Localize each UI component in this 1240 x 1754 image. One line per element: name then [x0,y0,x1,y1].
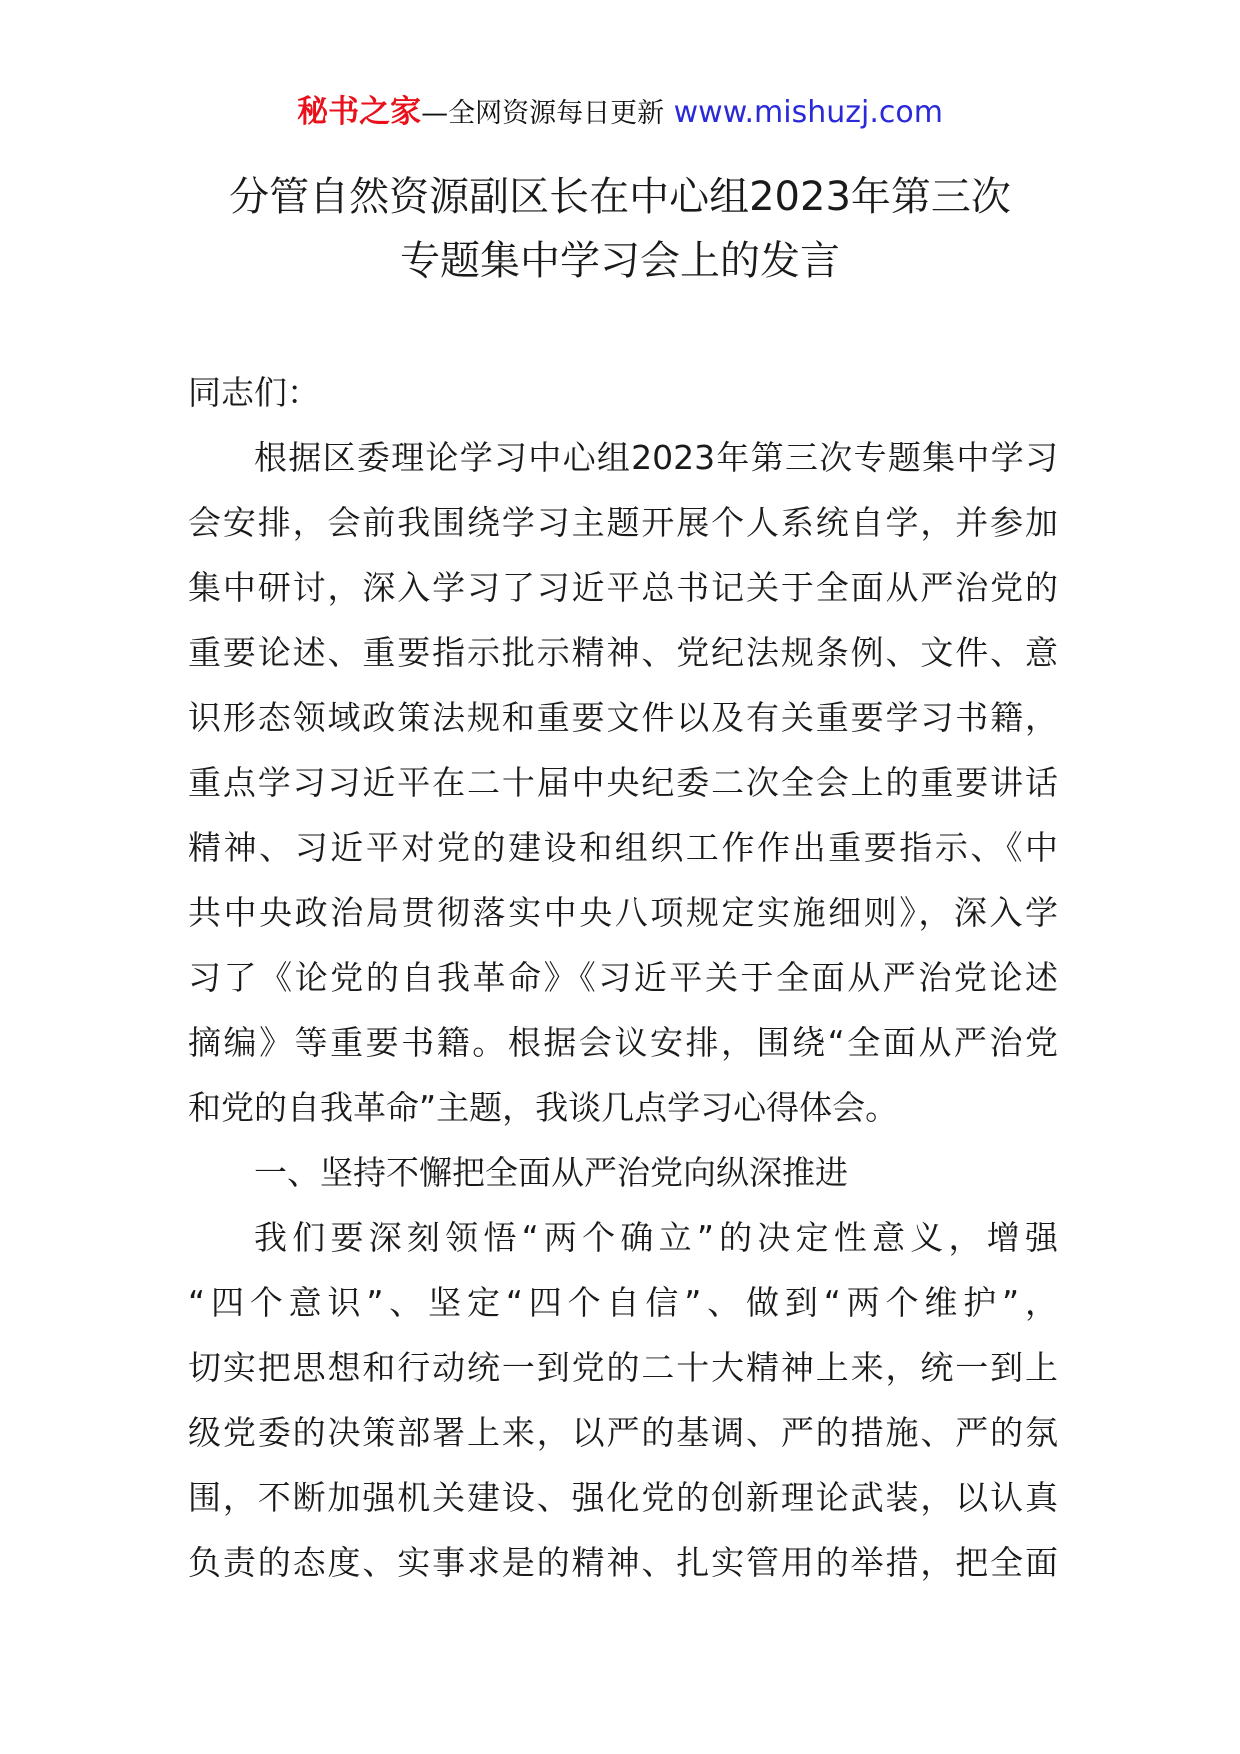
paragraph-line: 围，不断加强机关建设、强化党的创新理论武装，以认真 [188,1478,1058,1517]
paragraph-line: 精神、习近平对党的建设和组织工作作出重要指示、《中 [188,828,1058,867]
watermark-header [0,92,1240,134]
section-heading: 一、坚持不懈把全面从严治党向纵深推进 [254,1153,848,1192]
paragraph-line: 集中研讨，深入学习了习近平总书记关于全面从严治党的 [188,568,1058,607]
paragraph-line: 共中央政治局贯彻落实中央八项规定实施细则》，深入学 [188,893,1058,932]
paragraph-line: 摘编》等重要书籍。根据会议安排，围绕“全面从严治党 [188,1023,1058,1062]
paragraph-line: 会安排，会前我围绕学习主题开展个人系统自学，并参加 [188,503,1058,542]
paragraph-line: 习了《论党的自我革命》《习近平关于全面从严治党论述 [188,958,1058,997]
paragraph-line: 识形态领域政策法规和重要文件以及有关重要学习书籍， [188,698,1058,737]
paragraph-line: 负责的态度、实事求是的精神、扎实管用的举措，把全面 [188,1543,1058,1582]
brand-name: 秘书之家 [297,94,422,130]
header-url: www.mishuzj.com [673,95,943,130]
paragraph-line: “四个意识”、坚定“四个自信”、做到“两个维护”， [188,1283,1058,1322]
document-body [188,360,1058,1595]
paragraph-line: 重要论述、重要指示批示精神、党纪法规条例、文件、意 [188,633,1058,672]
title-line-1: 分管自然资源副区长在中心组2023年第三次 [229,174,1011,220]
document-title [0,165,1240,293]
title-line-2: 专题集中学习会上的发言 [400,238,840,284]
salutation: 同志们： [188,373,320,412]
paragraph-line: 和党的自我革命”主题，我谈几点学习心得体会。 [188,1088,899,1127]
paragraph-line: 切实把思想和行动统一到党的二十大精神上来，统一到上 [188,1348,1058,1387]
paragraph-line: 根据区委理论学习中心组2023年第三次专题集中学习 [254,438,1058,477]
paragraph-line: 重点学习习近平在二十届中央纪委二次全会上的重要讲话 [188,763,1058,802]
paragraph-line: 我们要深刻领悟“两个确立”的决定性意义，增强 [254,1218,1058,1257]
paragraph-line: 级党委的决策部署上来，以严的基调、严的措施、严的氛 [188,1413,1058,1452]
header-slogan: —全网资源每日更新 [421,98,665,129]
